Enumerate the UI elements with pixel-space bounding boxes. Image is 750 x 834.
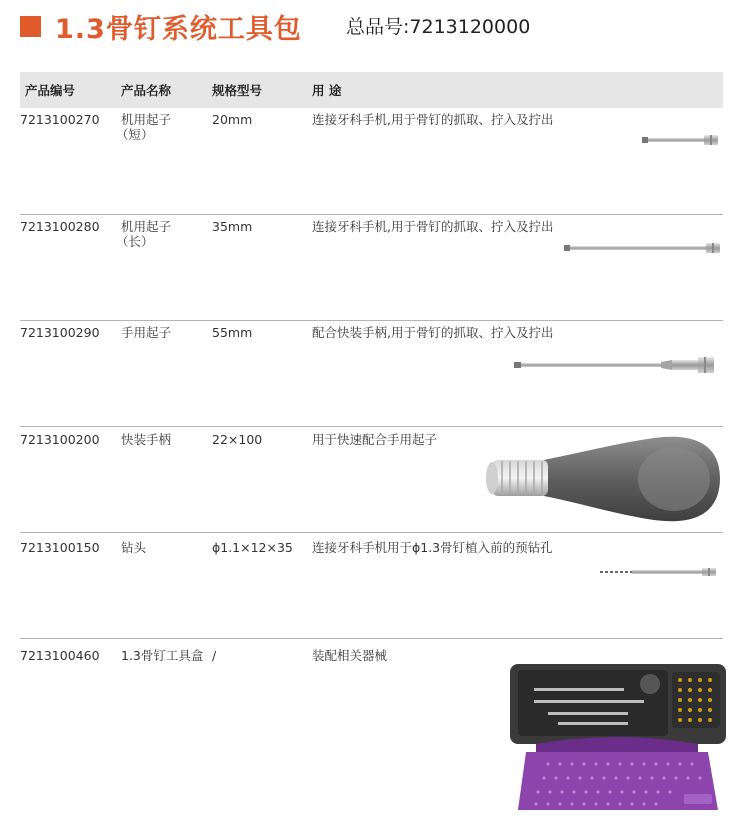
quick-handle-image	[484, 430, 722, 528]
product-name: 1.3骨钉工具盒	[121, 648, 204, 663]
row-divider	[20, 638, 723, 639]
product-name: 快装手柄	[121, 432, 172, 447]
product-spec: ϕ1.1×12×35	[212, 540, 293, 555]
product-code: 7213100460	[20, 648, 100, 663]
product-code: 7213100270	[20, 112, 100, 127]
header-code: 产品编号	[25, 83, 76, 98]
drill-bit-image	[598, 563, 720, 581]
row-divider	[20, 426, 723, 427]
product-code: 7213100280	[20, 219, 100, 234]
product-use: 连接牙科手机,用于骨钉的抓取、拧入及拧出	[312, 219, 554, 234]
product-spec: 22×100	[212, 432, 263, 447]
short-machine-driver-image	[640, 130, 720, 150]
tool-box-image	[508, 660, 728, 822]
header-name: 产品名称	[121, 83, 172, 98]
product-spec: 35mm	[212, 219, 253, 234]
product-code: 7213100200	[20, 432, 100, 447]
product-name: 手用起子	[121, 325, 172, 340]
row-divider	[20, 214, 723, 215]
product-spec: 20mm	[212, 112, 253, 127]
product-name: 机用起子	[121, 219, 172, 234]
title-square-icon	[20, 16, 41, 37]
product-name-note: （长）	[116, 234, 154, 249]
row-divider	[20, 320, 723, 321]
total-product-number: 总品号:7213120000	[346, 16, 531, 38]
product-use: 连接牙科手机用于ϕ1.3骨钉植入前的预钻孔	[312, 540, 553, 555]
product-code: 7213100150	[20, 540, 100, 555]
hand-driver-image	[512, 354, 717, 376]
product-name: 钻头	[121, 540, 147, 555]
product-spec: /	[212, 648, 217, 663]
product-use: 连接牙科手机,用于骨钉的抓取、拧入及拧出	[312, 112, 554, 127]
product-name: 机用起子	[121, 112, 172, 127]
table-header	[20, 72, 723, 108]
title-bar	[20, 6, 302, 46]
product-use: 用于快速配合手用起子	[312, 432, 438, 447]
page-title: 1.3骨钉系统工具包	[55, 13, 302, 45]
long-machine-driver-image	[562, 238, 722, 258]
product-use: 装配相关器械	[312, 648, 388, 663]
row-divider	[20, 532, 723, 533]
product-name-note: （短）	[116, 127, 154, 142]
product-spec: 55mm	[212, 325, 253, 340]
product-use: 配合快装手柄,用于骨钉的抓取、拧入及拧出	[312, 325, 554, 340]
product-code: 7213100290	[20, 325, 100, 340]
header-use: 用 途	[312, 83, 342, 98]
header-spec: 规格型号	[212, 83, 263, 98]
